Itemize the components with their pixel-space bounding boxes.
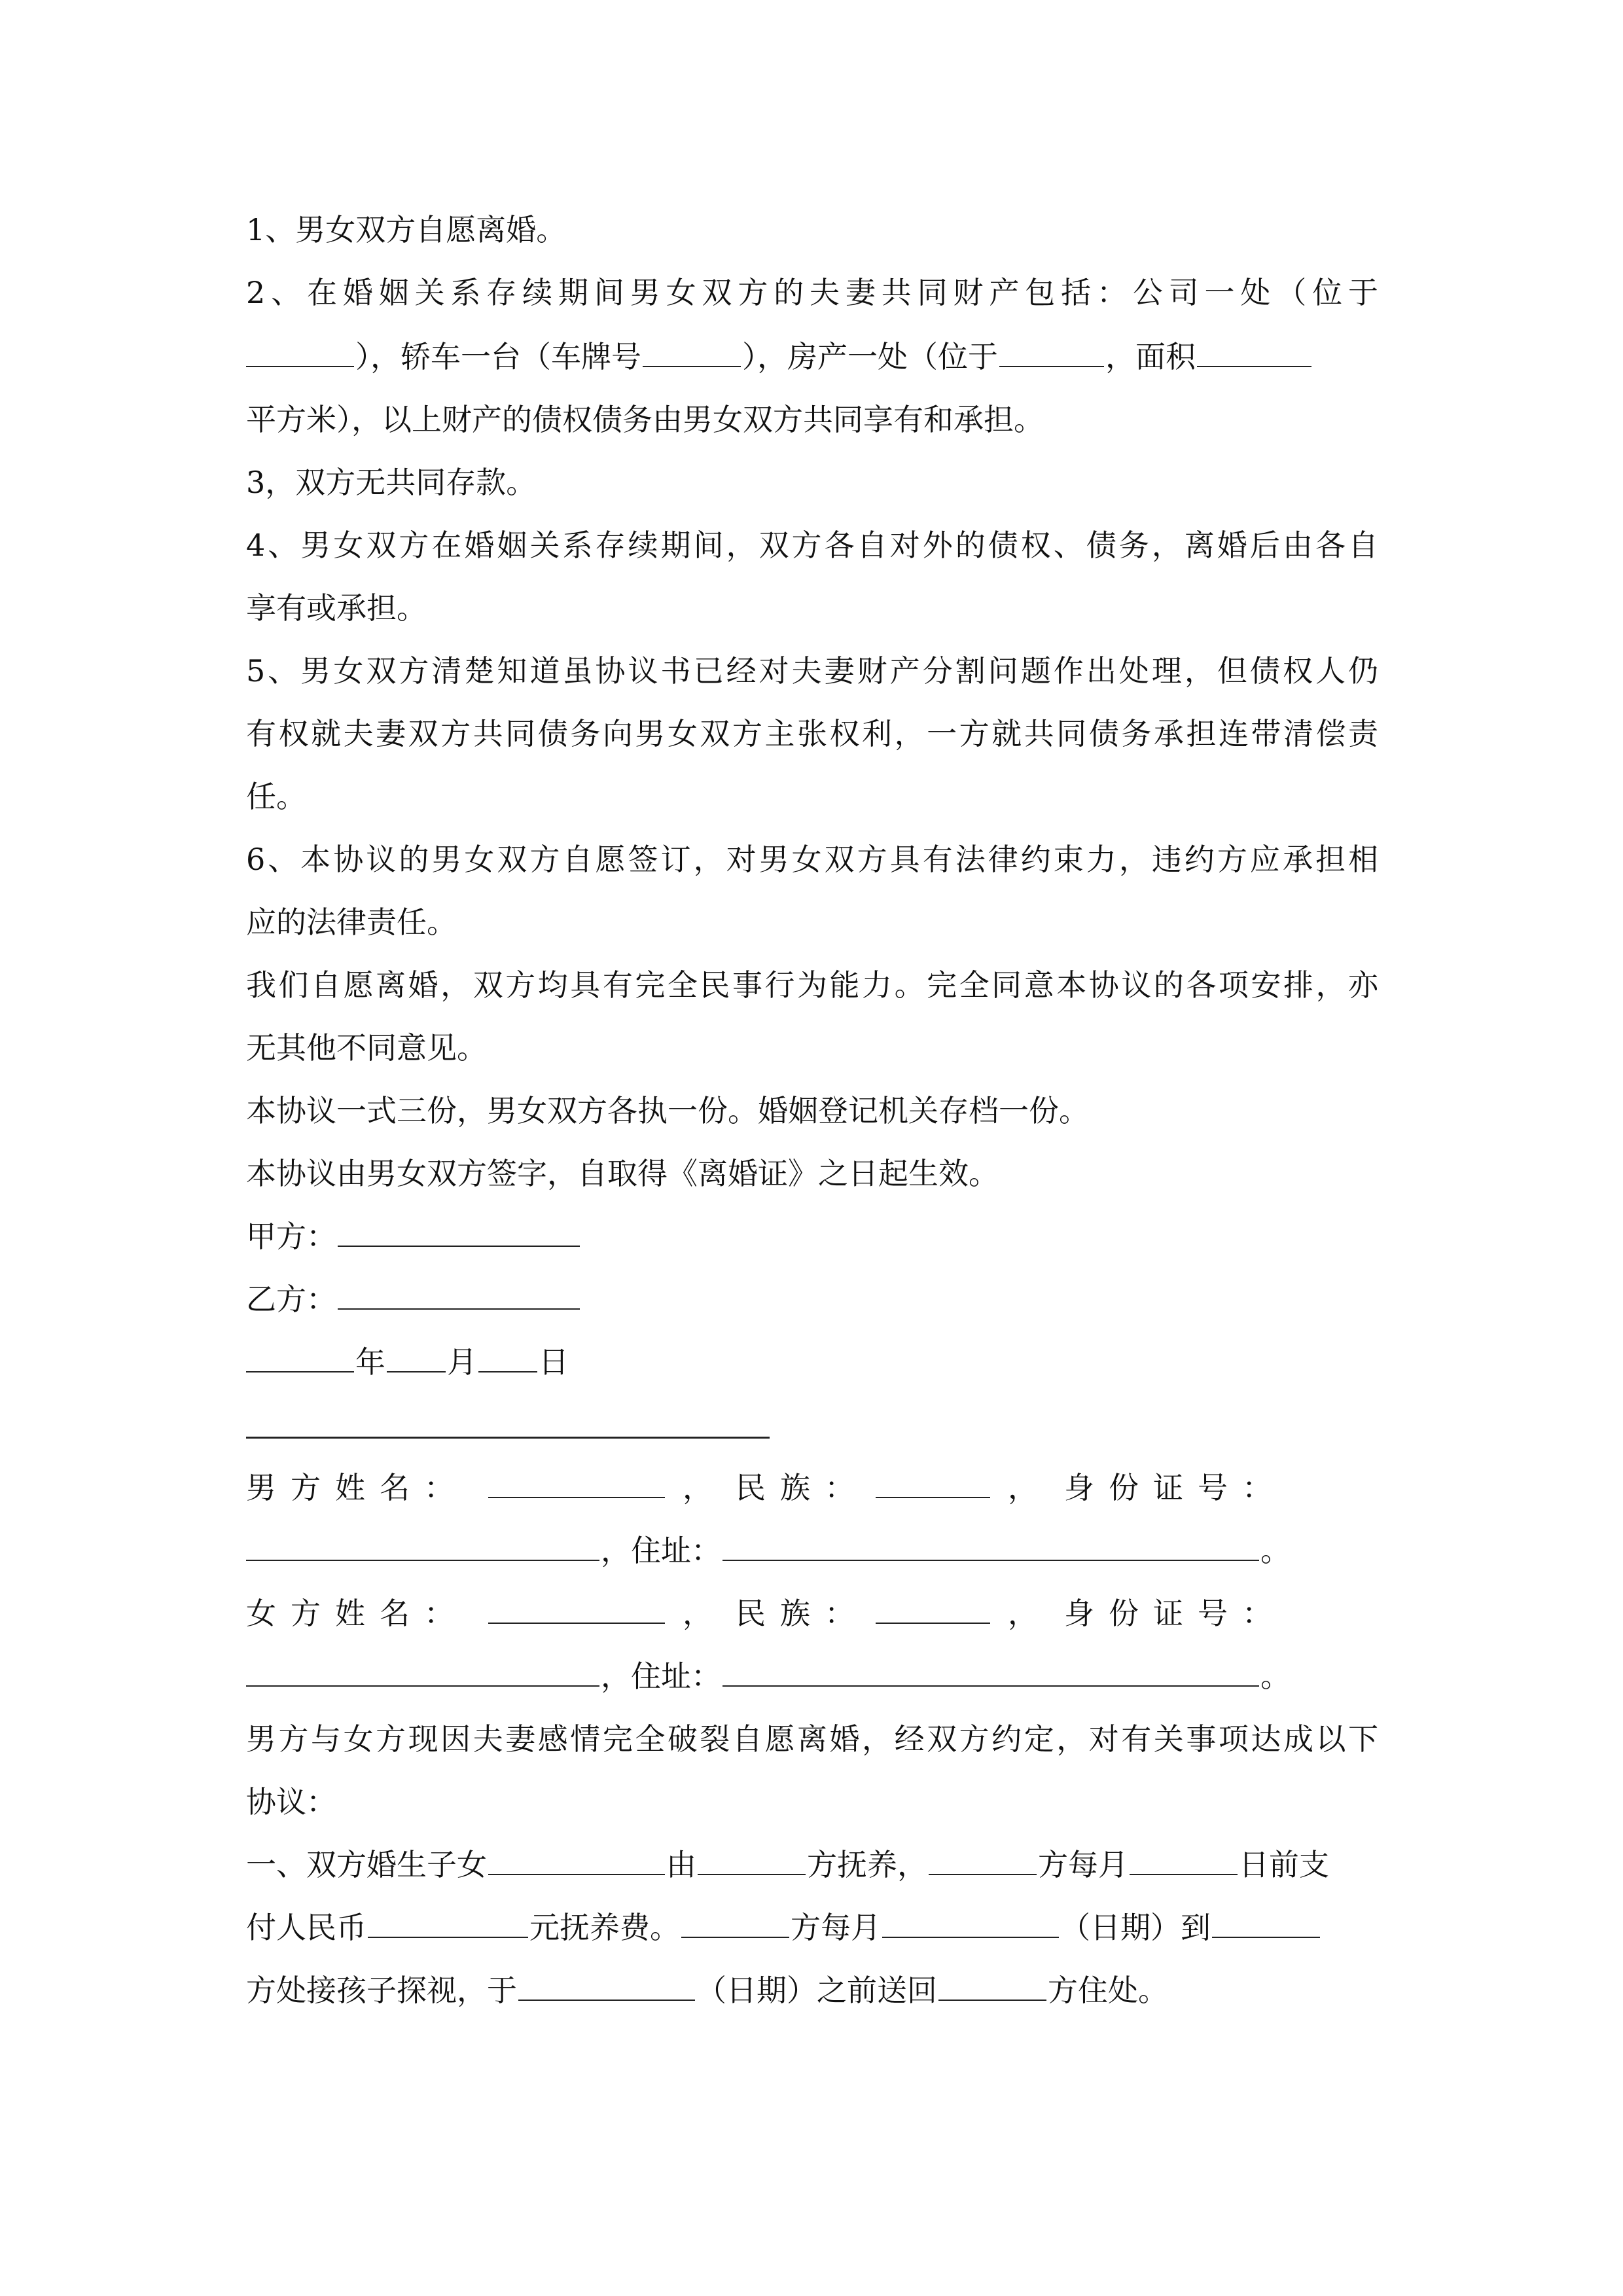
custody-text-b2: 元抚养费。 xyxy=(529,1910,680,1945)
clause-2-text-c: 平方米），以上财产的债权债务由男女双方共同享有和承担。 xyxy=(246,402,1044,437)
custody-text-b4: （日期）到 xyxy=(1060,1910,1211,1945)
female-comma-1: ， xyxy=(683,1596,713,1631)
clause-1-text: 1、男女双方自愿离婚。 xyxy=(246,212,567,247)
clause-5-text-c: 任。 xyxy=(246,779,306,814)
custody-text-b3: 方每月 xyxy=(791,1910,881,1945)
support-amount-blank[interactable] xyxy=(368,1910,528,1938)
clause-2-line-2 xyxy=(246,336,1378,377)
custody-line-3 xyxy=(246,1970,1378,2011)
male-ethnicity-blank[interactable] xyxy=(876,1471,990,1498)
date-row xyxy=(246,1342,1378,1382)
party-b-label: 乙方： xyxy=(246,1282,336,1317)
payer-blank[interactable] xyxy=(929,1848,1037,1875)
payment-day-blank[interactable] xyxy=(1130,1848,1238,1875)
male-info-line-1 xyxy=(246,1467,1378,1508)
clause-4-text-b: 享有或承担。 xyxy=(246,590,427,626)
clause-4-line-2 xyxy=(246,588,1378,628)
day-label: 日 xyxy=(539,1344,569,1380)
female-name-label: 女方姓名： xyxy=(246,1596,469,1631)
clause-1 xyxy=(246,209,1378,250)
clause-2-line-3 xyxy=(246,399,1378,440)
party-a-label: 甲方： xyxy=(246,1219,336,1254)
clause-5-text-a: 5、男女双方清楚知道虽协议书已经对夫妻财产分割问题作出处理，但债权人仍 xyxy=(246,653,1378,689)
agreement-intro-text-b: 协议： xyxy=(246,1784,336,1820)
party-b-signature-blank[interactable] xyxy=(338,1282,580,1310)
clause-3 xyxy=(246,462,1378,503)
female-id-blank[interactable] xyxy=(246,1659,599,1687)
clause-5-line-3 xyxy=(246,776,1378,817)
property-location-blank[interactable] xyxy=(999,340,1104,367)
plate-number-blank[interactable] xyxy=(643,340,741,367)
custody-text-a4: 方每月 xyxy=(1038,1847,1128,1882)
copies-paragraph xyxy=(246,1090,1378,1131)
agreement-intro-text-a: 男方与女方现因夫妻感情完全破裂自愿离婚，经双方约定，对有关事项达成以下 xyxy=(246,1721,1378,1757)
clause-2-line-1 xyxy=(246,272,1378,313)
female-comma-2: ， xyxy=(1008,1596,1038,1631)
female-info-line-2 xyxy=(246,1656,1378,1696)
statement-text-b: 无其他不同意见。 xyxy=(246,1030,487,1066)
statement-text-a: 我们自愿离婚，双方均具有完全民事行为能力。完全同意本协议的各项安排，亦 xyxy=(246,967,1378,1003)
custodian-blank[interactable] xyxy=(698,1848,806,1875)
clause-4-text-a: 4、男女双方在婚姻关系存续期间，双方各自对外的债权、债务，离婚后由各自 xyxy=(246,528,1378,563)
custody-line-2 xyxy=(246,1907,1378,1948)
custody-text-b1: 付人民币 xyxy=(246,1910,366,1945)
female-address-blank[interactable] xyxy=(722,1659,1259,1687)
custody-text-c1: 方处接孩子探视，于 xyxy=(246,1973,517,2008)
clause-6-line-2 xyxy=(246,902,1378,942)
custody-text-c3: 方住处。 xyxy=(1048,1973,1168,2008)
area-blank[interactable] xyxy=(1197,340,1311,367)
female-id-label: 身份证号： xyxy=(1064,1596,1287,1631)
year-label: 年 xyxy=(355,1344,385,1380)
male-comma-2: ， xyxy=(1008,1470,1038,1505)
month-blank[interactable] xyxy=(387,1345,446,1372)
custody-text-a5: 日前支 xyxy=(1239,1847,1329,1882)
clause-6-line-1 xyxy=(246,839,1378,880)
copies-text: 本协议一式三份，男女双方各执一份。婚姻登记机关存档一份。 xyxy=(246,1093,1089,1128)
return-date-blank[interactable] xyxy=(518,1973,695,2001)
clause-2-text-b3: ，面积 xyxy=(1105,339,1196,374)
clause-3-text: 3，双方无共同存款。 xyxy=(246,465,537,500)
agreement-intro-line-1 xyxy=(246,1719,1378,1759)
female-info-line-1 xyxy=(246,1593,1378,1634)
clause-2-text-b2: ），房产一处（位于 xyxy=(742,339,998,374)
statement-line-2 xyxy=(246,1028,1378,1068)
custody-text-a2: 由 xyxy=(666,1847,696,1882)
male-name-label: 男方姓名： xyxy=(246,1470,469,1505)
female-address-label: ，住址： xyxy=(601,1659,721,1694)
visit-place-blank[interactable] xyxy=(1212,1910,1320,1938)
party-a-signature-blank[interactable] xyxy=(338,1219,580,1247)
female-period: 。 xyxy=(1260,1659,1291,1694)
clause-5-line-1 xyxy=(246,651,1378,691)
agreement-intro-line-2 xyxy=(246,1782,1378,1822)
child-name-blank[interactable] xyxy=(488,1848,665,1875)
statement-line-1 xyxy=(246,965,1378,1005)
party-a-signature-row xyxy=(246,1216,1378,1257)
clause-4-line-1 xyxy=(246,525,1378,565)
male-id-blank[interactable] xyxy=(246,1534,599,1561)
clause-5-line-2 xyxy=(246,713,1378,754)
male-address-blank[interactable] xyxy=(722,1534,1259,1561)
male-comma-1: ， xyxy=(683,1470,713,1505)
party-b-signature-row xyxy=(246,1279,1378,1319)
male-ethnicity-label: 民族： xyxy=(736,1470,869,1505)
male-info-line-2 xyxy=(246,1530,1378,1571)
custody-text-a1: 一、双方婚生子女 xyxy=(246,1847,487,1882)
custody-text-c2: （日期）之前送回 xyxy=(696,1973,937,2008)
clause-6-text-a: 6、本协议的男女双方自愿签订，对男女双方具有法律约束力，违约方应承担相 xyxy=(246,842,1378,877)
visitor-blank[interactable] xyxy=(681,1910,789,1938)
effective-paragraph xyxy=(246,1153,1378,1194)
custody-text-a3: 方抚养， xyxy=(807,1847,927,1882)
clause-2-text-b1: ），轿车一台（车牌号 xyxy=(355,339,641,374)
clause-5-text-b: 有权就夫妻双方共同债务向男女双方主张权利，一方就共同债务承担连带清偿责 xyxy=(246,716,1378,751)
male-name-blank[interactable] xyxy=(488,1471,665,1498)
return-party-blank[interactable] xyxy=(938,1973,1046,2001)
section-divider xyxy=(246,1437,770,1439)
male-id-label: 身份证号： xyxy=(1064,1470,1287,1505)
effective-text: 本协议由男女双方签字，自取得《离婚证》之日起生效。 xyxy=(246,1156,999,1191)
visit-date-blank[interactable] xyxy=(882,1910,1059,1938)
female-ethnicity-label: 民族： xyxy=(736,1596,869,1631)
male-period: 。 xyxy=(1260,1533,1291,1568)
clause-2-text-a: 2、在婚姻关系存续期间男女双方的夫妻共同财产包括：公司一处（位于 xyxy=(246,275,1378,310)
clause-6-text-b: 应的法律责任。 xyxy=(246,905,457,940)
custody-line-1 xyxy=(246,1844,1378,1885)
month-label: 月 xyxy=(447,1344,477,1380)
day-blank[interactable] xyxy=(478,1345,537,1372)
male-address-label: ，住址： xyxy=(601,1533,721,1568)
female-name-blank[interactable] xyxy=(488,1596,665,1624)
female-ethnicity-blank[interactable] xyxy=(876,1596,990,1624)
year-blank[interactable] xyxy=(246,1345,354,1372)
company-location-blank[interactable] xyxy=(246,340,354,367)
